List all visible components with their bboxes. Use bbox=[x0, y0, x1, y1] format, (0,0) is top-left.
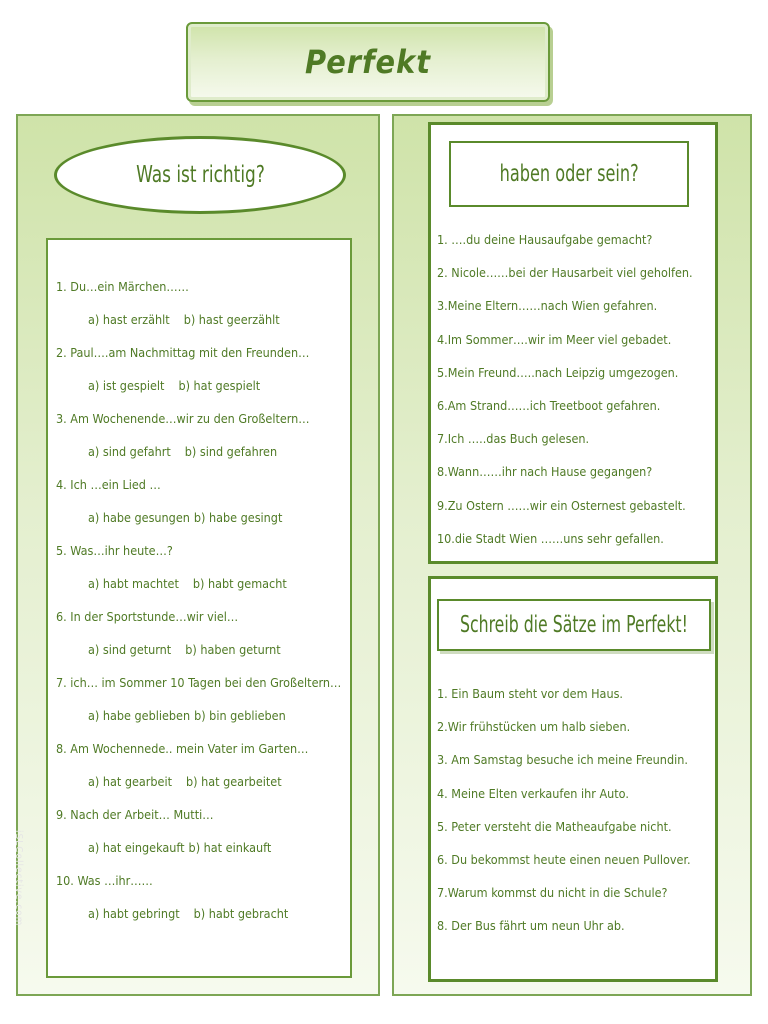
question-item bbox=[56, 600, 346, 666]
multiple-choice-list bbox=[56, 270, 346, 930]
option-b: b) bin geblieben bbox=[194, 708, 286, 723]
question-text: 1. Du…ein Märchen…… bbox=[56, 279, 189, 294]
question-text: 9. Nach der Arbeit… Mutti… bbox=[56, 807, 214, 822]
question-item bbox=[56, 864, 346, 930]
question-item bbox=[56, 270, 346, 336]
list-item: 1. Ein Baum steht vor dem Haus. bbox=[437, 686, 623, 701]
list-item: 8.Wann……ihr nach Hause gegangen? bbox=[437, 464, 653, 480]
question-text: 10. Was …ihr…… bbox=[56, 873, 153, 888]
question-item bbox=[56, 468, 346, 534]
right-panel bbox=[392, 114, 752, 996]
list-item: 3. Am Samstag besuche ich meine Freundin. bbox=[437, 752, 688, 768]
schreib-heading: Schreib die Sätze im Perfekt! bbox=[460, 612, 688, 638]
list-item: 3.Meine Eltern……nach Wien gefahren. bbox=[437, 298, 658, 314]
answer-options bbox=[56, 303, 346, 336]
question-text: 7. ich… im Sommer 10 Tagen bei den Großeltern… bbox=[56, 675, 342, 690]
option-b: b) hat gearbeitet bbox=[186, 774, 282, 789]
list-item: 1. ….du deine Hausaufgabe gemacht? bbox=[437, 232, 653, 247]
schreib-list bbox=[437, 677, 715, 943]
schreib-box bbox=[428, 576, 718, 982]
option-a: a) hat eingekauft bbox=[88, 840, 185, 855]
haben-sein-heading: haben oder sein? bbox=[499, 161, 639, 187]
option-a: a) sind gefahrt bbox=[88, 444, 171, 459]
option-b: b) hat einkauft bbox=[188, 840, 272, 855]
schreib-heading-box bbox=[437, 599, 711, 651]
page-title: Perfekt bbox=[305, 43, 431, 81]
list-item: 6.Am Strand……ich Treetboot gefahren. bbox=[437, 397, 661, 413]
answer-options bbox=[56, 567, 346, 600]
answer-options bbox=[56, 501, 346, 534]
answer-options bbox=[56, 831, 346, 864]
option-b: b) hat gespielt bbox=[178, 378, 261, 393]
haben-sein-heading-box bbox=[449, 141, 689, 207]
question-item bbox=[56, 798, 346, 864]
list-item: 5.Mein Freund…..nach Leipzig umgezogen. bbox=[437, 364, 679, 380]
left-panel bbox=[16, 114, 380, 996]
option-b: b) sind gefahren bbox=[184, 444, 278, 459]
question-item bbox=[56, 534, 346, 600]
question-text: 6. In der Sportstunde…wir viel… bbox=[56, 609, 239, 624]
option-b: b) habe gesingt bbox=[193, 510, 283, 525]
answer-options bbox=[56, 633, 346, 666]
question-item bbox=[56, 402, 346, 468]
list-item: 2. Nicole……bei der Hausarbeit viel geholfen. bbox=[437, 265, 693, 281]
question-item bbox=[56, 666, 346, 732]
option-a: a) ist gespielt bbox=[88, 378, 165, 393]
list-item: 4. Meine Elten verkaufen ihr Auto. bbox=[437, 785, 629, 801]
question-text: 8. Am Wochennede.. mein Vater im Garten… bbox=[56, 741, 309, 756]
option-a: a) sind geturnt bbox=[88, 642, 172, 657]
exercise-heading: Was ist richtig? bbox=[135, 162, 265, 188]
answer-options bbox=[56, 765, 346, 798]
option-a: a) habt machtet bbox=[88, 576, 179, 591]
option-a: a) habe gesungen bbox=[88, 510, 190, 525]
question-item bbox=[56, 732, 346, 798]
haben-sein-box bbox=[428, 122, 718, 564]
title-banner bbox=[186, 22, 550, 102]
list-item: 6. Du bekommst heute einen neuen Pullover. bbox=[437, 851, 691, 867]
haben-sein-list bbox=[437, 223, 715, 555]
option-a: a) hast erzählt bbox=[88, 312, 170, 327]
option-b: b) habt gemacht bbox=[192, 576, 287, 591]
answer-options bbox=[56, 699, 346, 732]
answer-options bbox=[56, 369, 346, 402]
option-b: b) haben geturnt bbox=[185, 642, 281, 657]
list-item: 10.die Stadt Wien ……uns sehr gefallen. bbox=[437, 530, 664, 546]
question-item bbox=[56, 336, 346, 402]
list-item: 7.Warum kommst du nicht in die Schule? bbox=[437, 885, 668, 901]
list-item: 5. Peter versteht die Matheaufgabe nicht. bbox=[437, 818, 672, 834]
option-a: a) habt gebringt bbox=[88, 906, 180, 921]
option-b: b) habt gebracht bbox=[193, 906, 289, 921]
answer-options bbox=[56, 435, 346, 468]
list-item: 7.Ich …..das Buch gelesen. bbox=[437, 431, 590, 447]
exercise-heading-oval bbox=[54, 136, 346, 214]
option-a: a) hat gearbeit bbox=[88, 774, 173, 789]
list-item: 9.Zu Ostern ……wir ein Osternest gebastelt. bbox=[437, 497, 686, 513]
list-item: 2.Wir frühstücken um halb sieben. bbox=[437, 719, 631, 735]
watermark: iSLCollective.com bbox=[13, 830, 24, 927]
question-text: 5. Was…ihr heute…? bbox=[56, 543, 173, 558]
question-text: 4. Ich …ein Lied … bbox=[56, 477, 161, 492]
list-item: 4.Im Sommer….wir im Meer viel gebadet. bbox=[437, 331, 672, 347]
question-text: 2. Paul….am Nachmittag mit den Freunden… bbox=[56, 345, 310, 360]
multiple-choice-box bbox=[46, 238, 352, 978]
list-item: 8. Der Bus fährt um neun Uhr ab. bbox=[437, 918, 625, 934]
option-b: b) hast geerzählt bbox=[183, 312, 280, 327]
option-a: a) habe geblieben bbox=[88, 708, 191, 723]
answer-options bbox=[56, 897, 346, 930]
question-text: 3. Am Wochenende…wir zu den Großeltern… bbox=[56, 411, 310, 426]
